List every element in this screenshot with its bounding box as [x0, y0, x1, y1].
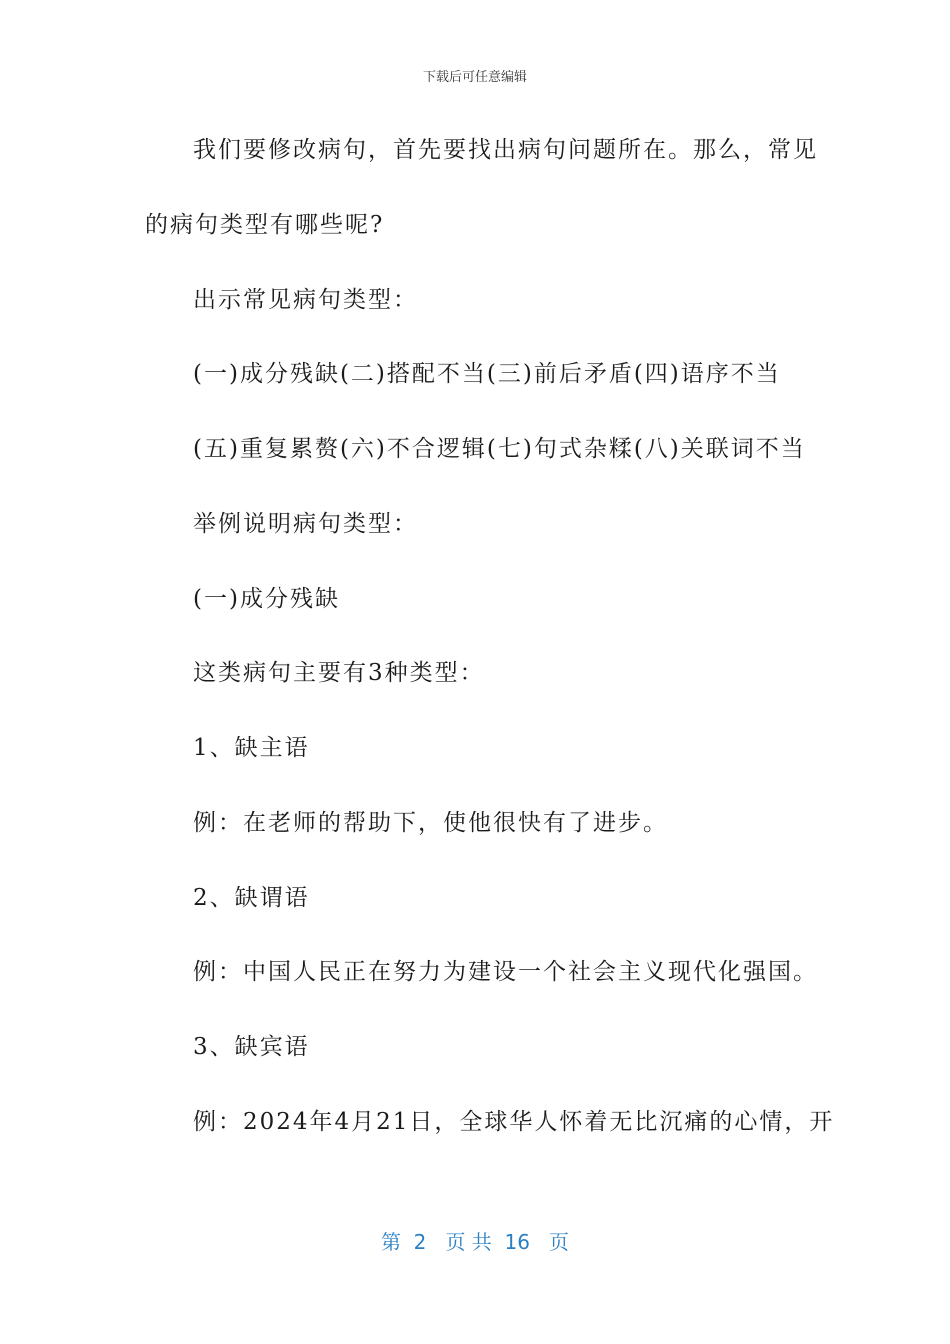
- page-number-footer: 第 2 页 共 16 页: [380, 1230, 570, 1254]
- paragraph-line: 3、缺宾语: [193, 1034, 310, 1060]
- paragraph-line: 例：2024年4月21日，全球华人怀着无比沉痛的心情，开: [193, 1109, 835, 1135]
- paragraph-line: (一)成分残缺(二)搭配不当(三)前后矛盾(四)语序不当: [193, 361, 781, 387]
- paragraph-line: 例：中国人民正在努力为建设一个社会主义现代化强国。: [193, 959, 818, 985]
- paragraph-line: 举例说明病句类型：: [193, 511, 418, 537]
- paragraph-line: 我们要修改病句，首先要找出病句问题所在。那么，常见: [193, 137, 818, 163]
- paragraph-line: 这类病句主要有3种类型：: [193, 660, 485, 686]
- paragraph-line: 例：在老师的帮助下，使他很快有了进步。: [193, 810, 668, 836]
- paragraph-line: (五)重复累赘(六)不合逻辑(七)句式杂糅(八)关联词不当: [193, 436, 806, 462]
- paragraph-line: 2、缺谓语: [193, 885, 310, 911]
- paragraph-line: 1、缺主语: [193, 735, 310, 761]
- page-header-note: 下载后可任意编辑: [422, 70, 527, 85]
- paragraph-line: 出示常见病句类型：: [193, 287, 418, 313]
- paragraph-line: 的病句类型有哪些呢?: [145, 212, 385, 238]
- paragraph-line: (一)成分残缺: [193, 586, 340, 612]
